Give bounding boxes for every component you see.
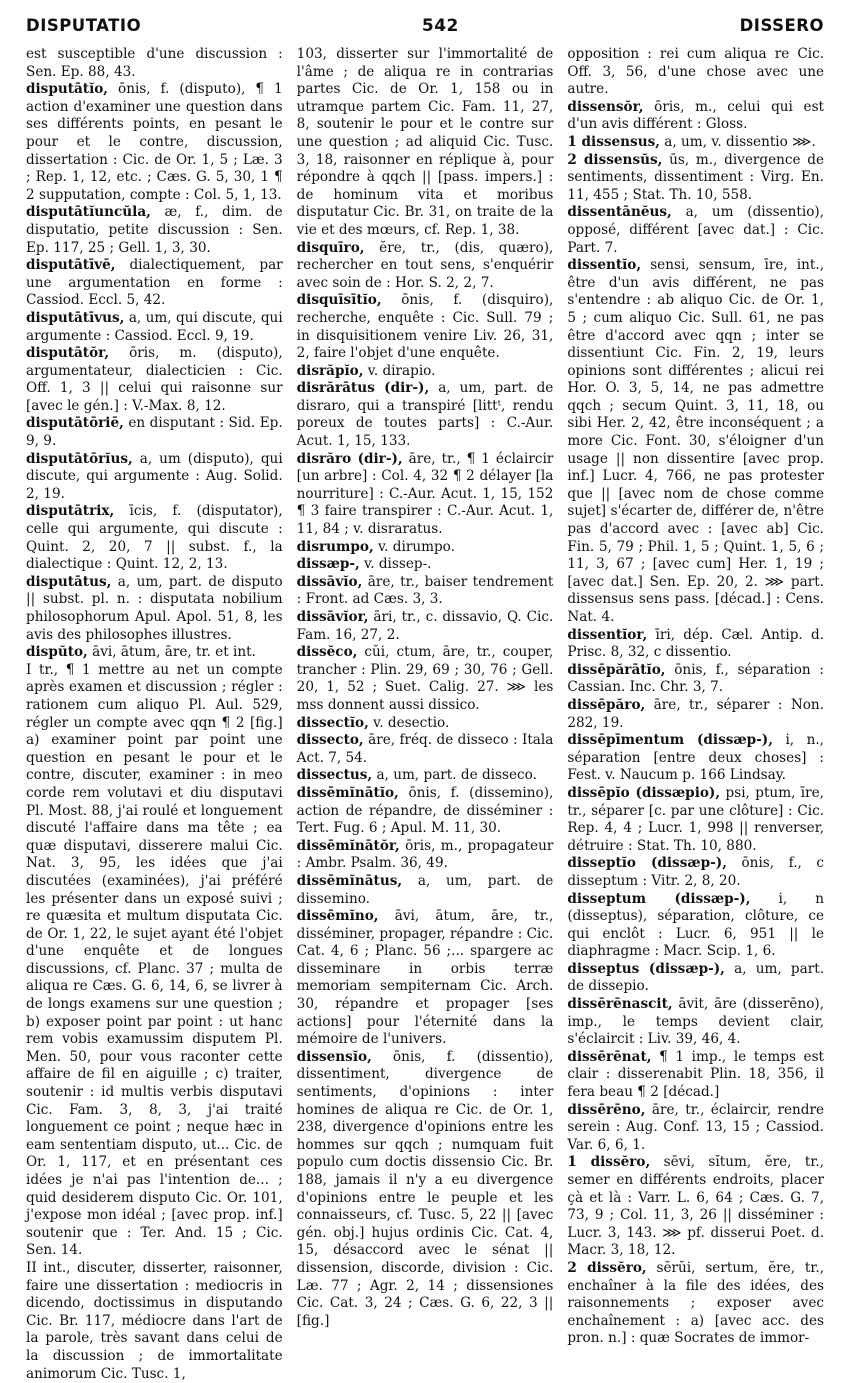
dictionary-entry (297, 539, 554, 557)
entry-headword: 2 dissĕro, (567, 1259, 647, 1276)
entry-definition: ¶ 1 imp., le temps est clair : disserenabit Plin. 18, 356, il fera beau ¶ 2 [décad.] (567, 1048, 825, 1101)
entry-headword: dissēmĭnātŏr, (296, 837, 400, 854)
dictionary-entry (26, 204, 283, 257)
entry-definition: a, um, part. de disputo || subst. pl. n. : disputata nobilium philosophorum Apul. Apol. 51, 8, les avis des philosophes illustres. (26, 573, 283, 643)
entry-definition: ōris, m., propagateur : Ambr. Psalm. 36, 49. (296, 837, 554, 872)
dictionary-entry (26, 662, 283, 1260)
entry-definition: en disputant : Sid. Ep. 9, 9. (26, 415, 283, 450)
entry-definition: ōnis, f. (disquiro), recherche, enquête : Cic. Sull. 79 ; in disquisitionem venire Liv. 26, 31, 2, faire l'objet d'une enquête. (296, 292, 554, 362)
entry-definition: a, um (dissentio), opposé, différent [avec dat.] : Cic. Part. 7. (567, 204, 825, 256)
dictionary-entry (297, 46, 554, 240)
entry-headword: dissērēno, (567, 1101, 646, 1118)
entry-definition: ōris, m., celui qui est d'un avis différent : Gloss. (567, 98, 825, 133)
entry-headword: disputātīvus, (26, 309, 125, 326)
entry-definition: i, n (disseptus), séparation, clôture, ce qui enclôt : Lucr. 6, 951 || le diaphragme : Macr. Scip. 1, 6. (567, 890, 825, 960)
dictionary-entry (26, 345, 283, 415)
entry-definition: āvi, ātum, āre, tr., disséminer, propager, répandre : Cic. Cat. 4, 6 ; Planc. 56 ;... spargere ac disseminare in orbis terræ memoriam sempiternam Cic. Arch. 30, répandre et propager [ses actions] pour l'éternité dans la mémoire de l'univers. (296, 908, 554, 1048)
entry-definition: dialectiquement, par une argumentation en forme : Cassiod. Eccl. 5, 42. (26, 257, 283, 309)
entry-headword: 1 dissĕro, (567, 1154, 651, 1171)
dictionary-entry (567, 662, 824, 697)
dictionary-entry (297, 451, 554, 539)
entry-headword: 1 dissensus, (567, 133, 660, 150)
entry-definition: āri, tr., c. dissavio, Q. Cic. Fam. 16, 27, 2. (296, 609, 554, 643)
entry-headword: dissērēnat, (567, 1048, 652, 1065)
dictionary-entry (567, 855, 824, 890)
dictionary-entry (567, 1260, 824, 1348)
entry-definition: ōnis, f. (dissentio), dissentiment, divergence de sentiments, d'opinions : inter homines de aliqua re Cic. de Or. 1, 238, divergence d'opinions entre les hommes sur qqch ; numquam fuit populo cum doctis dissensio Cic. Br. 188, jamais il n'y a eu divergence d'opinions entre le peuple et les connaisseurs, cf. Tusc. 5, 22 || [avec gén. obj.] hujus ordinis Cic. Cat. 4, 15, désaccord avec le sénat || dissension, discorde, division : Cic. Læ. 77 ; Agr. 2, 14 ; dissensiones Cic. Cat. 3, 24 ; Cæs. G. 6, 22, 3 || [fig.] (296, 1048, 554, 1329)
entry-headword: dissēpărātĭo, (567, 661, 666, 678)
dictionary-entry (297, 380, 554, 450)
entry-definition: cŭi, ctum, āre, tr., couper, trancher : Plin. 29, 69 ; 30, 76 ; Gell. 20, 1, 52 ; Suet. Calig. 27. ⋙ les mss donnent aussi dissico. (296, 644, 554, 713)
header-left-word: DISPUTATIO (26, 16, 142, 35)
entry-headword: disrăro (dir-), (296, 450, 403, 467)
entry-headword: disrăpĭo, (296, 362, 364, 379)
entry-definition: v. dirapio. (367, 362, 436, 379)
dictionary-entry (567, 99, 824, 134)
entry-headword: dissēmĭnātĭo, (296, 784, 399, 801)
entry-headword: dissectus, (296, 767, 373, 784)
entry-definition: sensi, sensum, īre, int., être d'un avis différent, ne pas s'entendre : ab aliquo Cic. de Or. 1, 5 ; cum aliquo Cic. Sull. 61, ne pas être d'accord avec qqn ; inter se dissentiunt Cic. Fin. 2, 19, leurs opinions sont différentes ; alicui rei Hor. O. 3, 5, 14, ne pas admettre qqch ; secum Quint. 3, 11, 18, ou sibi Her. 2, 42, être inconséquent ; a more Cic. Font. 30, s'éloigner d'un usage || non dissentire [avec prop. inf.] Lucr. 4, 766, ne pas protester que || [avec nom de chose comme sujet] s'écarter de, différer de, n'être pas d'accord avec : [avec ab] Cic. Fin. 5, 79 ; Phil. 1, 5 ; Quint. 1, 5, 6 ; 11, 3, 67 ; [avec cum] Her. 1, 19 ; [avec dat.] Sen. Ep. 20, 2. ⋙ part. dissensus sens pass. [décad.] : Cens. Nat. 4. (567, 257, 825, 625)
entry-definition: sĕrŭi, sertum, ĕre, tr., enchaîner à la file des idées, des raisonnements ; exposer avec enchaînement : a) [avec acc. des pron. n.] : quæ Socrates de immor- (567, 1259, 825, 1347)
dictionary-entry (297, 838, 554, 873)
entry-definition: v. desectio. (373, 714, 450, 731)
entry-headword: dissentĭo, (567, 257, 642, 274)
dictionary-entry (26, 1260, 283, 1383)
entry-definition: āre, tr., baiser tendrement : Front. ad Cæs. 3, 3. (296, 573, 554, 608)
entry-definition: i, n., séparation [entre deux choses] : Fest. v. Naucum p. 166 Lindsay. (567, 732, 825, 784)
dictionary-entry (297, 767, 554, 785)
entry-definition: opposition : rei cum aliqua re Cic. Off. 3, 56, d'une chose avec une autre. (567, 46, 825, 98)
entry-headword: dissērēnascit, (567, 996, 673, 1013)
entry-headword: 2 dissensŭs, (567, 151, 663, 168)
entry-definition: sēvi, sĭtum, ĕre, tr., semer en différents endroits, placer çà et là : Varr. L. 6, 64 ; Cæs. G. 7, 73, 9 ; Col. 11, 3, 26 || disséminer : Lucr. 3, 143. ⋙ pf. disserui Poet. d. Macr. 3, 18, 12. (567, 1154, 825, 1259)
entry-definition: ōnis, f. (dissemino), action de répandre, de disséminer : Tert. Fug. 6 ; Apul. M. 11, 30. (296, 784, 554, 837)
dictionary-entry (297, 873, 554, 908)
dictionary-entry (26, 574, 283, 644)
entry-definition: āre, fréq. de disseco : Itala Act. 7, 54. (296, 732, 554, 766)
dictionary-entry (567, 152, 824, 205)
dictionary-entry (567, 204, 824, 257)
entry-headword: disseptum (dissæp-), (567, 890, 751, 907)
dictionary-entry (567, 996, 824, 1049)
entry-definition: ōnis, f., c disseptum : Vitr. 2, 8, 20. (567, 855, 825, 889)
entry-headword: disseptus (dissæp-), (567, 960, 725, 977)
entry-headword: dissēmĭno, (296, 908, 379, 925)
entry-definition: āre, tr., éclaircir, rendre serein : Aug. Conf. 13, 15 ; Cassiod. Var. 6, 6, 1. (567, 1101, 825, 1153)
entry-headword: dissentĭor, (567, 626, 648, 643)
entry-definition: v. dirumpo. (378, 538, 455, 555)
entry-headword: dissēpăro, (567, 696, 646, 713)
dictionary-entry (567, 257, 824, 626)
dictionary-entry (567, 627, 824, 662)
entry-headword: dissēpĭo (dissæpio), (567, 784, 721, 801)
entry-headword: disquīsītĭo, (296, 292, 382, 309)
entry-headword: dissæp-, (296, 556, 360, 573)
entry-definition: I tr., ¶ 1 mettre au net un compte après examen et discussion ; régler : rationem cum aliquo Pl. Aul. 529, régler un compte avec qqn ¶ 2 [fig.] a) examiner point par point une question en pesant le pour et le contre, discuter, examiner : in meo corde rem volutavi et diu disputavi Pl. Most. 88, j'ai roulé et longuement discuté l'affaire dans ma tête ; ea quæ disputavi, disserere malui Cic. Nat. 3, 95, les idées que j'ai discutées (examinées), j'ai préféré les présenter dans un exposé suivi ; re quæsita et multum disputata Cic. de Or. 1, 22, le sujet ayant été l'objet d'une enquête et de longues discussions, cf. Planc. 37 ; multa de aliqua re Cæs. G. 6, 14, 6, se livrer à de longs examens sur une question ; b) exposer point par point : ut hanc rem vobis examussim disputem Pl. Men. 50, pour vous raconter cette affaire de fil en aiguille ; c) traiter, soutenir : id multis verbis disputavi Cic. Fam. 3, 8, 3, j'ai traité longuement ce point ; neque hæc in eam sententiam disputo, ut... Cic. de Or. 1, 117, et en présentant ces idées je n'ai pas l'intention de... ; quid desiderem disputo Cic. Or. 101, j'expose mon idéal ; [avec prop. inf.] soutenir que : Ter. And. 15 ; Cic. Sen. 14. (26, 661, 283, 1259)
entry-definition: a, um, part. de disseco. (376, 767, 537, 784)
entry-headword: disputātōrĭus, (26, 450, 133, 467)
dictionary-entry (567, 891, 824, 961)
dictionary-entry (297, 732, 554, 767)
entry-definition: ōris, m. (disputo), argumentateur, dialecticien : Cic. Off. 1, 3 || celui qui raisonne sur [avec le gén.] : V.-Max. 8, 12. (26, 345, 283, 414)
dictionary-entry (297, 715, 554, 733)
entry-headword: disputātĭo, (26, 81, 109, 98)
entry-headword: disputātus, (26, 573, 112, 590)
entry-headword: dissēmĭnātus, (296, 872, 403, 889)
entry-headword: dissāvĭo, (296, 573, 363, 590)
entry-headword: dissecto, (296, 732, 364, 749)
entry-definition: ōnis, f. (disputo), ¶ 1 action d'examiner une question dans ses différents points, en pesant le pour et le contre, discussion, dissertation : Cic. de Or. 1, 5 ; Læ. 3 ; Rep. 1, 12, etc. ; Cæs. G. 5, 30, 1 ¶ 2 supputation, compte : Col. 5, 1, 13. (26, 81, 283, 203)
dictionary-entry (26, 310, 283, 345)
dictionary-entry (567, 697, 824, 732)
dictionary-entry (567, 961, 824, 996)
entry-definition: a, um, part. de dissemino. (296, 872, 554, 907)
dictionary-entry (297, 556, 554, 574)
entry-definition: II int., discuter, disserter, raisonner, faire une dissertation : mediocris in dicendo, doctissimus in disputando Cic. Br. 117, médiocre dans l'art de la parole, très savant dans celui de la discussion ; de immortalitate animorum Cic. Tusc. 1, (26, 1259, 283, 1382)
page-number: 542 (421, 16, 459, 36)
entry-headword: disputātrix, (26, 503, 115, 520)
entry-definition: a, um, part. de disraro, qui a transpiré [littᵗ, rendu poreux de toutes parts] : C.-Aur. Acut. 1, 15, 133. (296, 380, 554, 450)
entry-definition: āvi, ātum, āre, tr. et int. (92, 644, 256, 661)
dictionary-entry (297, 609, 554, 644)
entry-definition: v. dissep-. (364, 556, 432, 573)
entry-headword: dissensĭo, (296, 1048, 372, 1065)
entry-definition: est susceptible d'une discussion : Sen. Ep. 88, 43. (26, 46, 283, 80)
entry-headword: dissensŏr, (567, 98, 644, 115)
entry-headword: dissāvĭor, (296, 609, 369, 625)
entry-headword: disputātīvē, (26, 257, 116, 274)
dictionary-entry (567, 1154, 824, 1260)
entry-headword: dissectĭo, (296, 714, 369, 731)
dictionary-entry (26, 81, 283, 204)
entry-headword: disputātĭuncŭla, (26, 204, 151, 221)
column-middle (297, 46, 554, 1341)
entry-definition: psi, ptum, īre, tr., séparer [c. par une clôture] : Cic. Rep. 4, 4 ; Lucr. 1, 998 || renverser, détruire : Stat. Th. 10, 880. (567, 784, 825, 854)
dictionary-entry (567, 1102, 824, 1155)
entry-headword: dispŭto, (26, 644, 88, 661)
dictionary-entry (297, 363, 554, 381)
dictionary-entry (297, 785, 554, 838)
entry-definition: ōnis, f., séparation : Cassian. Inc. Chr. 3, 7. (567, 661, 825, 696)
dictionary-entry (297, 240, 554, 293)
entry-definition: a, um, qui discute, qui argumente : Cassiod. Eccl. 9, 19. (26, 309, 283, 344)
dictionary-entry (567, 134, 824, 152)
entry-definition: īcis, f. (disputator), celle qui argumente, qui discute : Quint. 2, 20, 7 || subst. f., la dialectique : Quint. 12, 2, 13. (26, 503, 283, 573)
entry-definition: ĕre, tr., (dis, quæro), rechercher en tout sens, s'enquérir avec soin de : Hor. S. 2, 2, 7. (296, 239, 554, 291)
entry-definition: a, um, v. dissentio ⋙. (664, 133, 816, 150)
dictionary-entry (297, 292, 554, 362)
dictionary-entry (26, 257, 283, 310)
entry-definition: a, um (disputo), qui discute, qui argumente : Aug. Solid. 2, 19. (26, 450, 283, 502)
column-left (26, 46, 283, 1382)
running-header (26, 6, 824, 46)
dictionary-entry (26, 644, 283, 662)
entry-headword: disputātŏr, (26, 345, 110, 362)
dictionary-entry (297, 644, 554, 714)
dictionary-entry (567, 46, 824, 99)
entry-headword: disrumpo, (296, 538, 374, 555)
dictionary-entry (297, 574, 554, 609)
text-columns (26, 46, 825, 1382)
dictionary-entry (567, 785, 824, 855)
entry-definition: 103, disserter sur l'immortalité de l'âme ; de aliqua re in contrarias partes Cic. de Or. 1, 158 ou in utramque partem Cic. Fam. 11, 27, 8, soutenir le pour et le contre sur une question ; ad aliquid Cic. Tusc. 3, 18, raisonner en réplique à, pour répondre à qqch || [pass. impers.] : de hominum vita et moribus disputatur Cic. Br. 31, on traite de la vie et des mœurs, cf. Rep. 1, 38. (296, 46, 554, 238)
dictionary-entry (297, 1049, 554, 1331)
entry-headword: dissentānĕus, (567, 204, 672, 221)
entry-definition: a, um, part. de dissepio. (567, 960, 825, 995)
dictionary-entry (26, 503, 283, 573)
entry-definition: æ, f., dim. de disputatio, petite discussion : Sen. Ep. 117, 25 ; Gell. 1, 3, 30. (26, 204, 283, 256)
entry-headword: dissēpīmentum (dissæp-), (567, 732, 773, 749)
header-right-word: DISSERO (739, 16, 824, 35)
entry-headword: disrărātus (dir-), (296, 380, 430, 397)
entry-definition: āvit, āre (disserēno), imp., le temps devient clair, s'éclaircit : Liv. 39, 46, 4. (567, 996, 825, 1048)
entry-headword: dissĕco, (296, 644, 358, 661)
entry-headword: disseptĭo (dissæp-), (567, 855, 727, 872)
column-right (567, 46, 825, 1347)
entry-definition: āre, tr., ¶ 1 éclaircir [un arbre] : Col. 4, 32 ¶ 2 délayer [la nourriture] : C.-Aur. Acut. 1, 15, 152 ¶ 3 faire transpirer : C.-Aur. Acut. 1, 11, 84 ; v. disraratus. (296, 450, 554, 538)
entry-headword: disquīro, (296, 239, 365, 256)
entry-definition: ūs, m., divergence de sentiments, dissentiment : Virg. En. 11, 455 ; Stat. Th. 10, 558. (567, 151, 825, 203)
dictionary-entry (26, 451, 283, 504)
dictionary-entry (567, 732, 824, 785)
entry-definition: īri, dép. Cæl. Antip. d. Prisc. 8, 32, c dissentio. (567, 626, 825, 661)
dictionary-entry (567, 1049, 824, 1102)
dictionary-entry (26, 46, 283, 81)
entry-definition: āre, tr., séparer : Non. 282, 19. (567, 696, 825, 731)
dictionary-entry (297, 908, 554, 1049)
entry-headword: disputātōriē, (26, 415, 124, 432)
dictionary-entry (26, 415, 283, 450)
